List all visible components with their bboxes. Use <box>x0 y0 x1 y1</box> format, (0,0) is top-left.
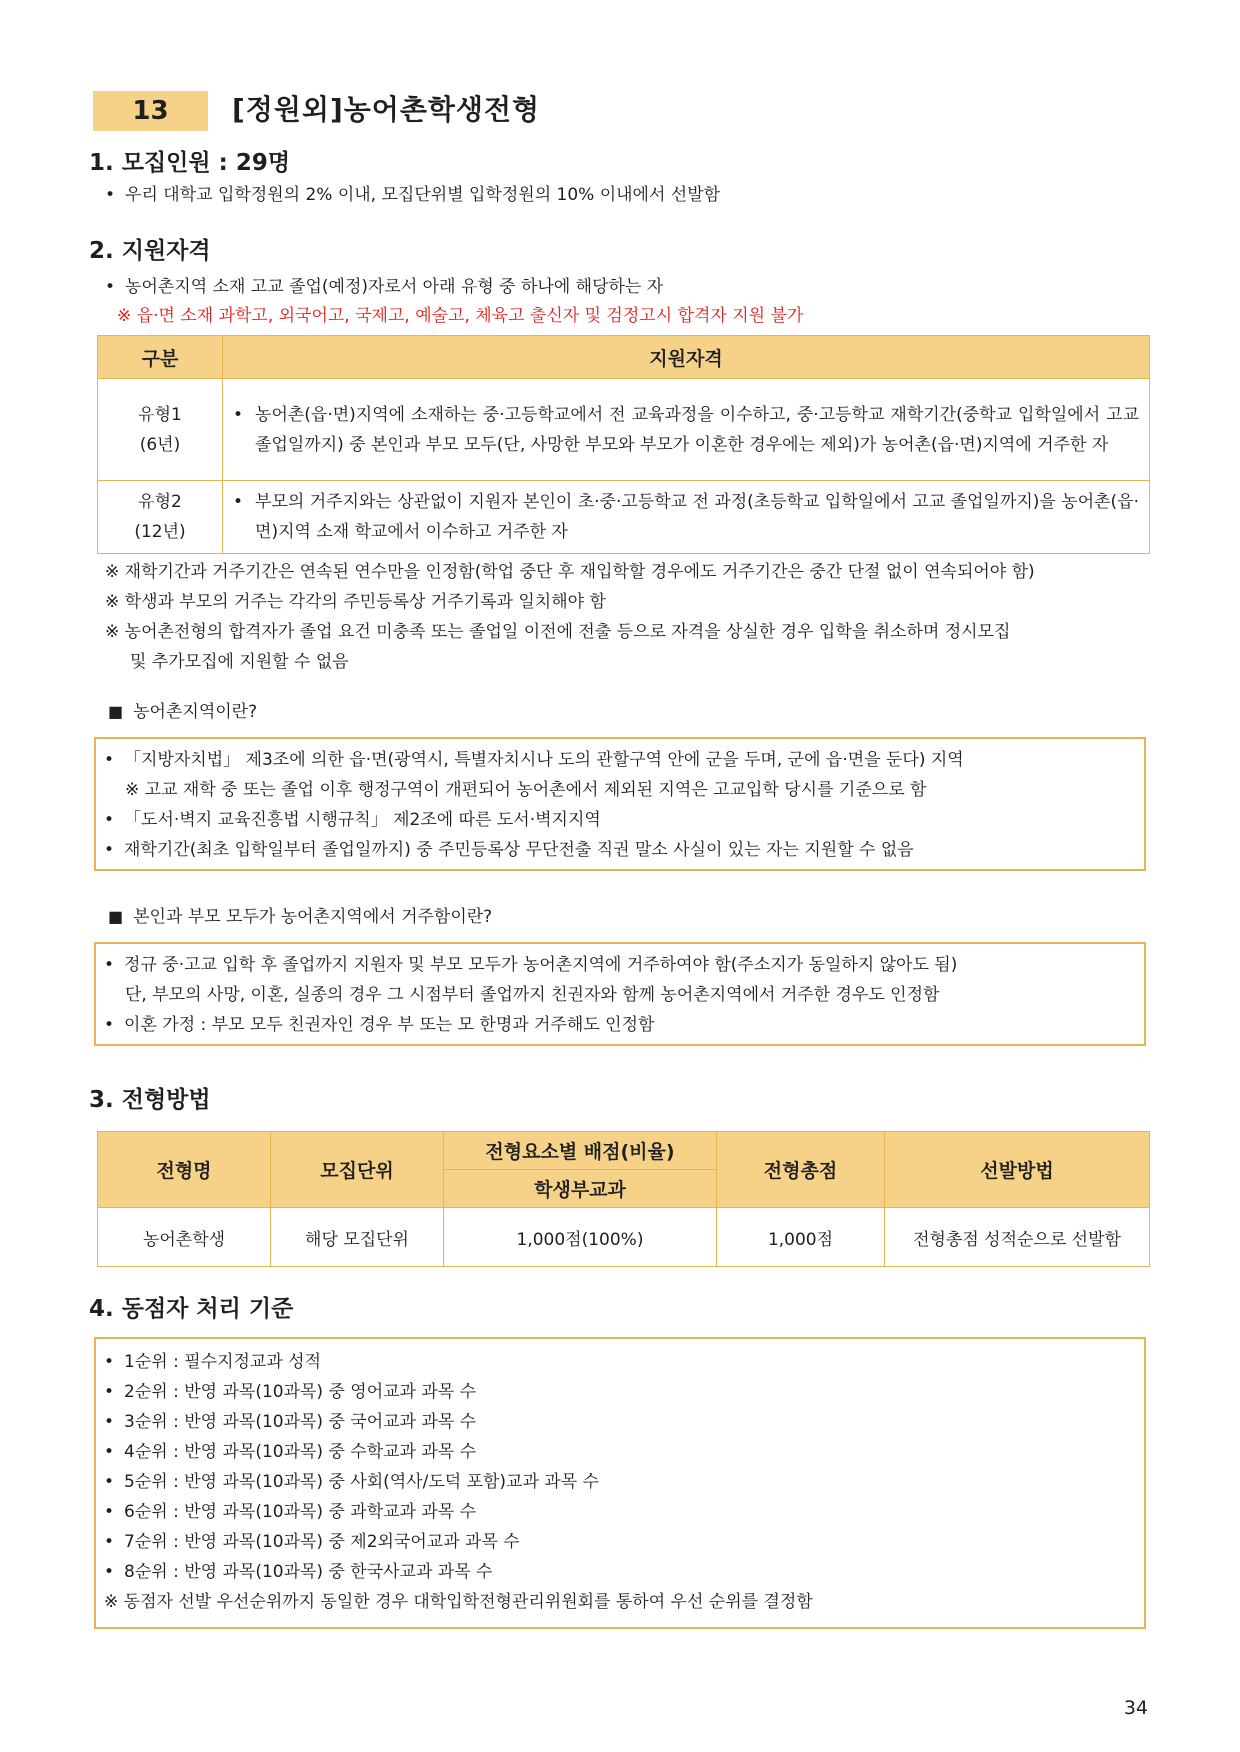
eligibility-col-qualification: 지원자격 <box>223 336 1150 379</box>
type-cell: 유형1 (6년) <box>98 379 223 481</box>
type-cell: 유형2 (12년) <box>98 481 223 554</box>
col-name: 전형명 <box>98 1132 271 1208</box>
list-item: • 5순위 : 반영 과목(10과목) 중 사회(역사/도덕 포함)교과 과목 수 <box>104 1467 599 1497</box>
rural-area-definition-box <box>94 737 1146 871</box>
note-line: ※ 학생과 부모의 거주는 각각의 주민등록상 거주기록과 일치해야 함 <box>105 592 606 612</box>
heading-selection-method: 3. 전형방법 <box>89 1087 211 1113</box>
heading-recruitment: 1. 모집인원 : 29명 <box>89 150 291 176</box>
list-item: • 3순위 : 반영 과목(10과목) 중 국어교과 과목 수 <box>104 1407 476 1437</box>
table-row <box>98 481 1150 554</box>
cell-score: 1,000점(100%) <box>444 1208 717 1267</box>
list-item: • 4순위 : 반영 과목(10과목) 중 수학교과 과목 수 <box>104 1437 476 1467</box>
eligibility-bullet: • 농어촌지역 소재 고교 졸업(예정)자로서 아래 유형 중 하나에 해당하는 자 <box>105 272 663 302</box>
col-element: 전형요소별 배점(비율) <box>444 1132 717 1170</box>
qualification-cell: • 부모의 거주지와는 상관없이 지원자 본인이 초·중·고등학교 전 과정(초등학교 입학일에서 고교 졸업일까지)을 농어촌(읍·면)지역 소재 학교에서 이수하고 거주한 자 <box>223 481 1150 554</box>
page-number: 34 <box>1123 1697 1148 1719</box>
eligibility-table <box>97 335 1150 554</box>
box-line: • 정규 중·고교 입학 후 졸업까지 지원자 및 부모 모두가 농어촌지역에 거주하여야 함(주소지가 동일하지 않아도 됨) <box>104 950 957 980</box>
col-method: 선발방법 <box>885 1132 1150 1208</box>
eligibility-warning: ※ 읍·면 소재 과학고, 외국어고, 국제고, 예술고, 체육고 출신자 및 검정고시 합격자 지원 불가 <box>117 306 804 326</box>
heading-tiebreak: 4. 동점자 처리 기준 <box>89 1296 294 1322</box>
list-item: • 7순위 : 반영 과목(10과목) 중 제2외국어교과 과목 수 <box>104 1527 520 1557</box>
box-line: • 「도서·벽지 교육진흥법 시행규칙」 제2조에 따른 도서·벽지지역 <box>104 805 601 835</box>
table-row <box>98 1208 1150 1267</box>
list-item: • 2순위 : 반영 과목(10과목) 중 영어교과 과목 수 <box>104 1377 476 1407</box>
eligibility-col-category: 구분 <box>98 336 223 379</box>
box-line: • 재학기간(최초 입학일부터 졸업일까지) 중 주민등록상 무단전출 직권 말소 사실이 있는 자는 지원할 수 없음 <box>104 835 914 865</box>
cell-method: 전형총점 성적순으로 선발함 <box>885 1208 1150 1267</box>
recruitment-bullet: • 우리 대학교 입학정원의 2% 이내, 모집단위별 입학정원의 10% 이내에서 선발함 <box>105 180 720 210</box>
note-line: 및 추가모집에 지원할 수 없음 <box>130 652 349 672</box>
cell-unit: 해당 모집단위 <box>271 1208 444 1267</box>
tiebreak-note: ※ 동점자 선발 우선순위까지 동일한 경우 대학입학전형관리위원회를 통하여 우선 순위를 결정함 <box>104 1592 813 1612</box>
box-line: 단, 부모의 사망, 이혼, 실종의 경우 그 시점부터 졸업까지 친권자와 함께 농어촌지역에서 거주한 경우도 인정함 <box>125 985 940 1005</box>
col-total: 전형총점 <box>717 1132 885 1208</box>
note-line: ※ 농어촌전형의 합격자가 졸업 요건 미충족 또는 졸업일 이전에 전출 등으로 자격을 상실한 경우 입학을 취소하며 정시모집 <box>105 622 1011 642</box>
tiebreak-box <box>94 1337 1146 1629</box>
box-line: ※ 고교 재학 중 또는 졸업 이후 행정구역이 개편되어 농어촌에서 제외된 지역은 고교입학 당시를 기준으로 함 <box>125 780 927 800</box>
section-number-badge: 13 <box>93 91 208 131</box>
box2-heading: ■ 본인과 부모 모두가 농어촌지역에서 거주함이란? <box>108 902 492 932</box>
list-item: • 8순위 : 반영 과목(10과목) 중 한국사교과 과목 수 <box>104 1557 492 1587</box>
residence-definition-box <box>94 942 1146 1046</box>
box1-heading: ■ 농어촌지역이란? <box>108 697 257 727</box>
selection-method-table <box>97 1131 1150 1267</box>
cell-total: 1,000점 <box>717 1208 885 1267</box>
qualification-cell: • 농어촌(읍·면)지역에 소재하는 중·고등학교에서 전 교육과정을 이수하고, 중·고등학교 재학기간(중학교 입학일에서 고교 졸업일까지) 중 본인과 부모 모두(단, 사망한 부모와 부모가 이혼한 경우에는 제외)가 농어촌(읍·면)지역에 거주한 자 <box>223 379 1150 481</box>
box-line: • 이혼 가정 : 부모 모두 친권자인 경우 부 또는 모 한명과 거주해도 인정함 <box>104 1010 654 1040</box>
cell-name: 농어촌학생 <box>98 1208 271 1267</box>
note-line: ※ 재학기간과 거주기간은 연속된 연수만을 인정함(학업 중단 후 재입학할 경우에도 거주기간은 중간 단절 없이 연속되어야 함) <box>105 562 1035 582</box>
list-item: • 6순위 : 반영 과목(10과목) 중 과학교과 과목 수 <box>104 1497 476 1527</box>
box-line: • 「지방자치법」 제3조에 의한 읍·면(광역시, 특별자치시나 도의 관할구역 안에 군을 두며, 군에 읍·면을 둔다) 지역 <box>104 745 964 775</box>
list-item: • 1순위 : 필수지정교과 성적 <box>104 1347 321 1377</box>
col-unit: 모집단위 <box>271 1132 444 1208</box>
table-row <box>98 379 1150 481</box>
col-sub-element: 학생부교과 <box>444 1170 717 1208</box>
section-title: [정원외]농어촌학생전형 <box>232 93 541 126</box>
heading-eligibility: 2. 지원자격 <box>89 238 211 264</box>
